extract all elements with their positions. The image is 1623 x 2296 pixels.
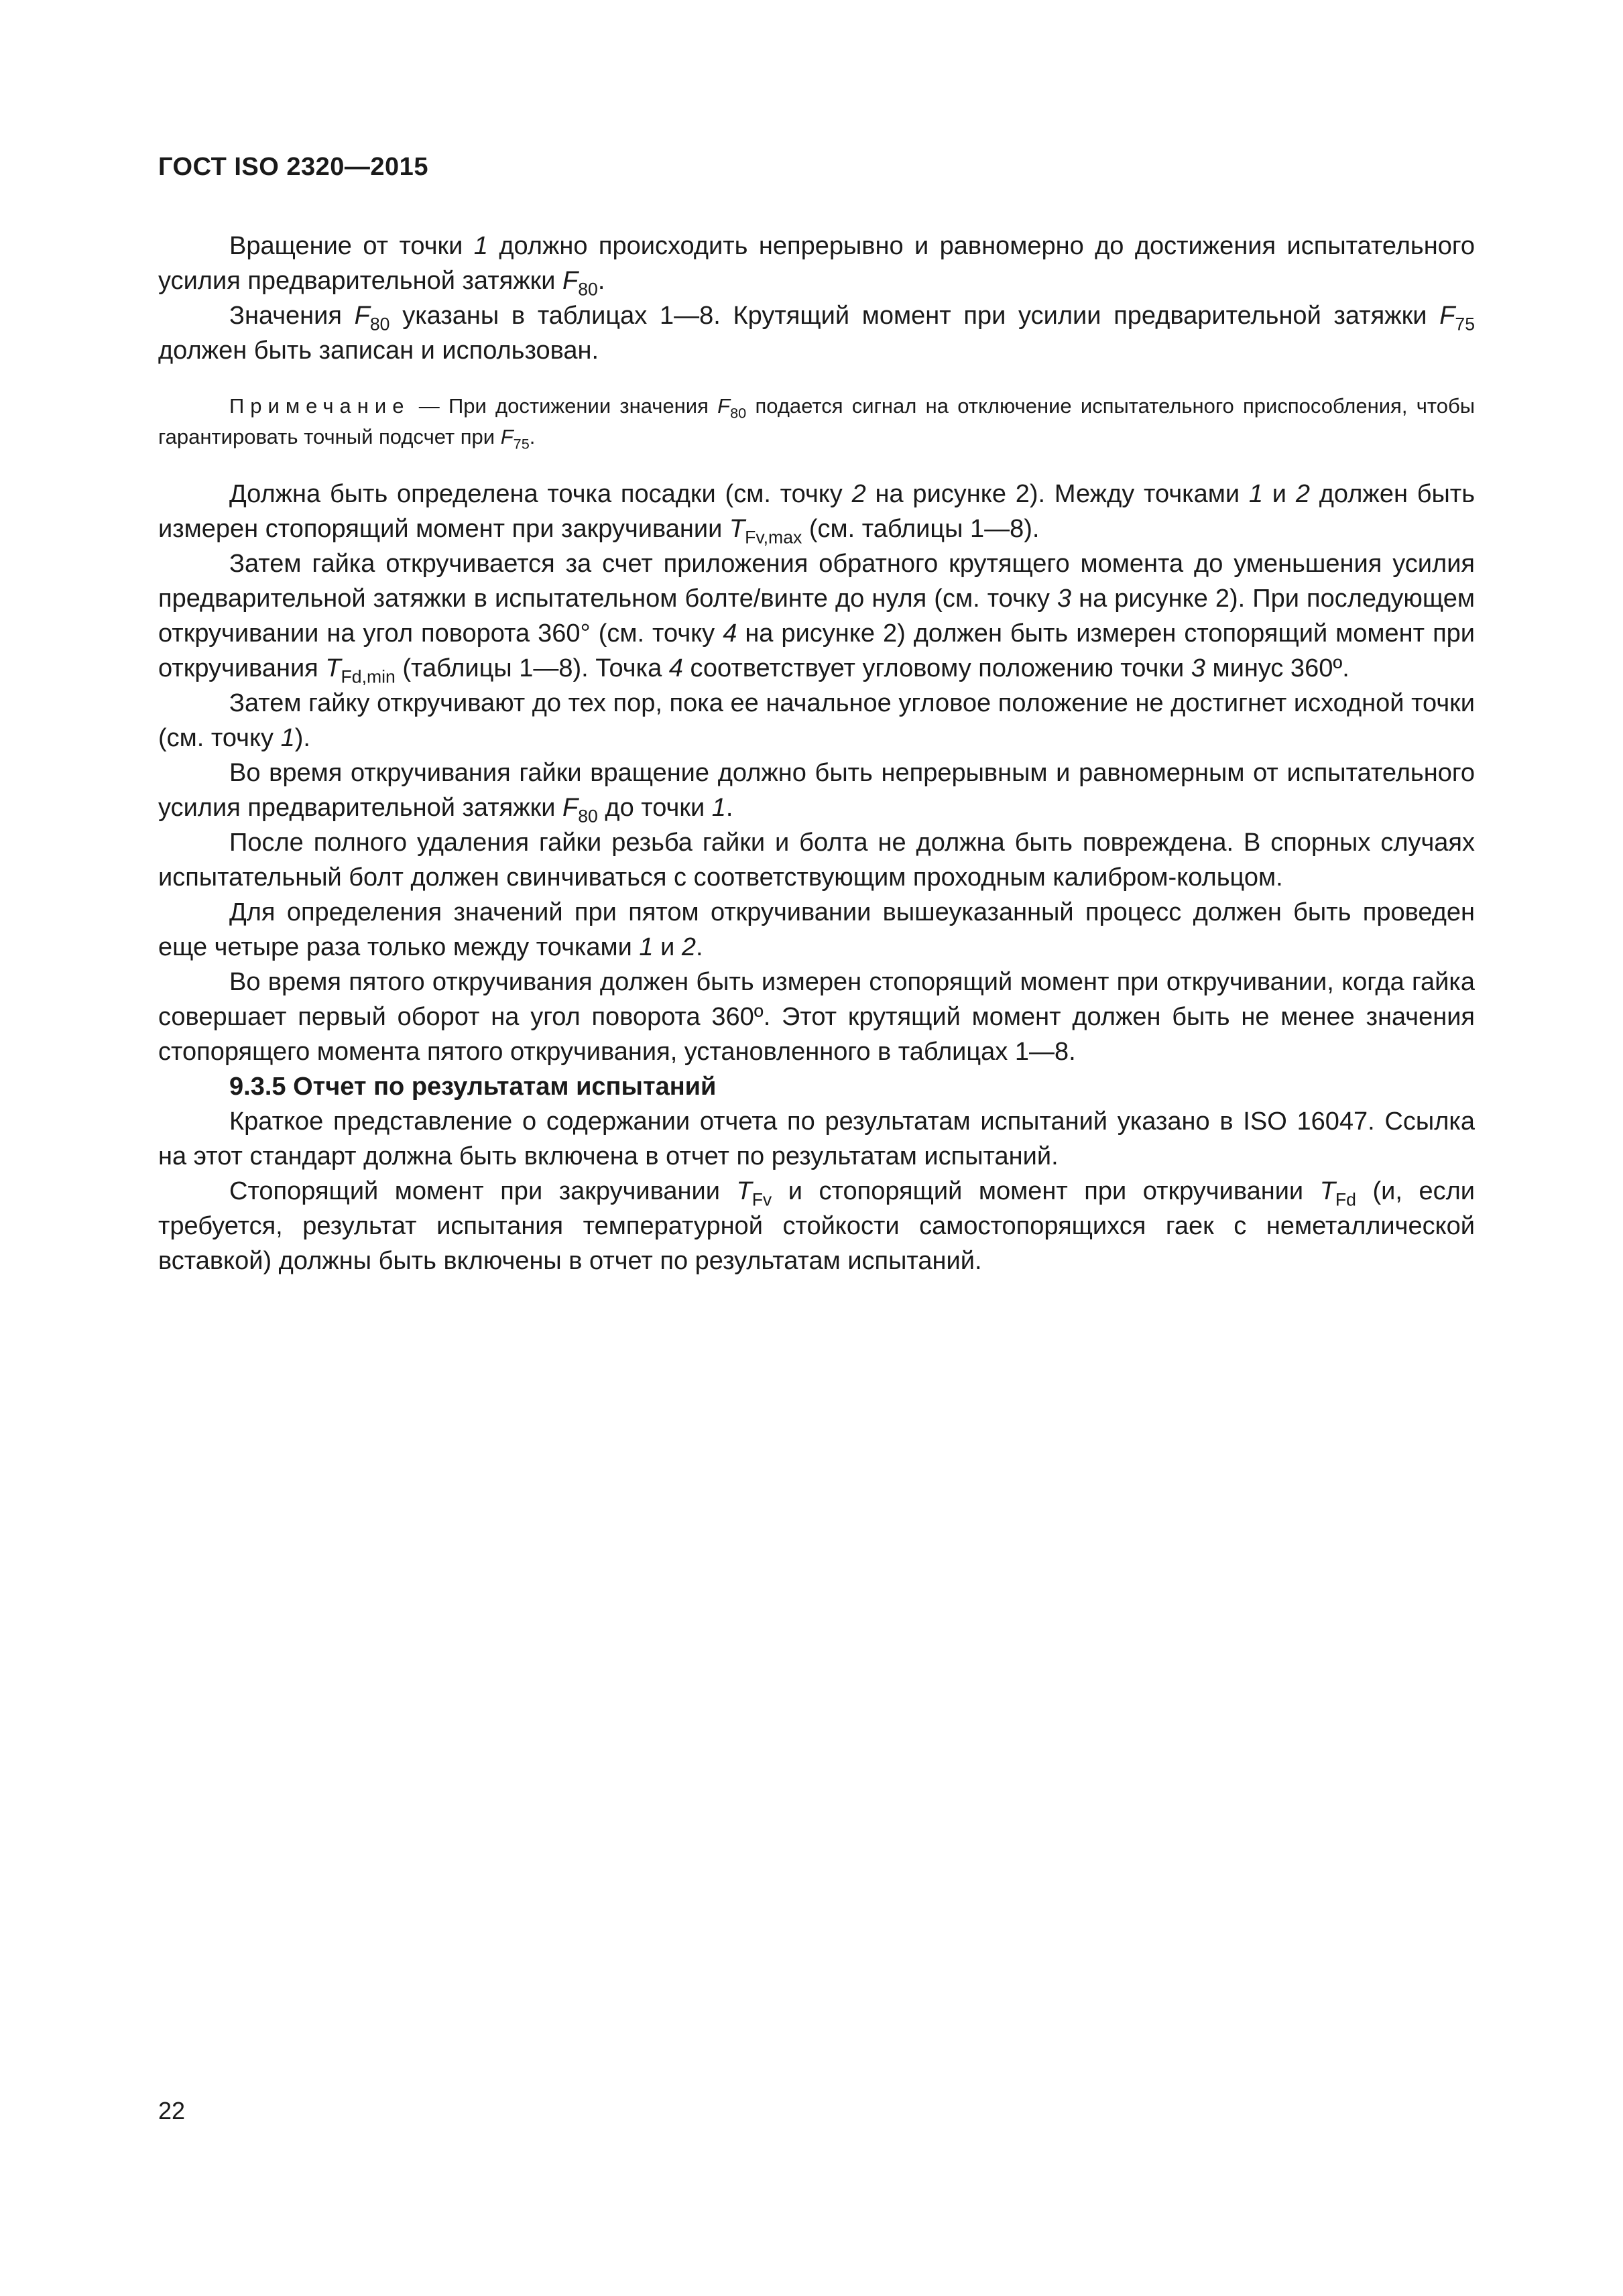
paragraph: Затем гайка откручивается за счет приложения обратного крутящего момента до уменьшения усилия предварительной затяжки в испытательном болте/винте до нуля (см. точку 3 на рисунке 2). При последующем откручивании на угол поворота 360° (см. точку 4 на рисунке 2) должен быть измерен стопорящий момент при откручивания $T_{Fd,min}$ (таблицы 1—8). Точка 4 соответствует угловому положению точки 3 минус 360º. (158, 550, 1476, 687)
page-number: 22 (158, 2097, 186, 2124)
paragraph: Краткое представление о содержании отчета по результатам испытаний указано в ISO 16047. Ссылка на этот стандарт должна быть включена в отчет по результатам испытаний. (158, 1107, 1475, 1170)
paragraph: Вращение от точки 1 должно происходить непрерывно и равномерно до достижения испытательного усилия предварительной затяжки $F_{80}$. (158, 232, 1476, 300)
paragraph: Для определения значений при пятом откручивании вышеуказанный процесс должен быть проведен еще четыре раза только между точками 1 и 2. (158, 898, 1475, 961)
section-title: 9.3.5 Отчет по результатам испытаний (229, 1073, 717, 1101)
paragraph: Затем гайку откручивают до тех пор, пока ее начальное угловое положение не достигнет исходной точки (см. точку 1). (158, 689, 1475, 752)
paragraph: Во время откручивания гайки вращение должно быть непрерывным и равномерным от испытательного усилия предварительной затяжки $F_{80}$ до точки 1. (158, 759, 1475, 827)
note: Примечание — При достижении значения $F_{80}$ подается сигнал на отключение испытательного приспособления, чтобы гарантировать точный подсчет при $F_{75}$. (158, 394, 1476, 452)
paragraph: Стопорящий момент при закручивании $T_{Fv}$ и стопорящий момент при откручивании $T_{Fd}$ (и, если требуется, результат испытания температурной стойкости самостопорящихся гаек с неметаллической вставкой) должны быть включены в отчет по результатам испытаний. (158, 1177, 1475, 1275)
document-body (158, 229, 1475, 1278)
paragraph: Должна быть определена точка посадки (см. точку 2 на рисунке 2). Между точками 1 и 2 должен быть измерен стопорящий момент при закручивании $T_{Fv,max}$ (см. таблицы 1—8). (158, 480, 1476, 548)
document-page (158, 153, 1475, 1278)
paragraph: После полного удаления гайки резьба гайки и болта не должна быть повреждена. В спорных случаях испытательный болт должен свинчиваться с соответствующим проходным калибром-кольцом. (158, 829, 1475, 892)
document-header: ГОСТ ISO 2320—2015 (158, 153, 428, 181)
paragraph: Во время пятого откручивания должен быть измерен стопорящий момент при откручивании, когда гайка совершает первый оборот на угол поворота 360º. Этот крутящий момент должен быть не менее значения стопорящего момента пятого откручивания, установленного в таблицах 1—8. (158, 968, 1475, 1066)
note-label: Примечание (229, 394, 410, 418)
paragraph: Значения $F_{80}$ указаны в таблицах 1—8. Крутящий момент при усилии предварительной затяжки $F_{75}$ должен быть записан и использован. (158, 302, 1475, 365)
